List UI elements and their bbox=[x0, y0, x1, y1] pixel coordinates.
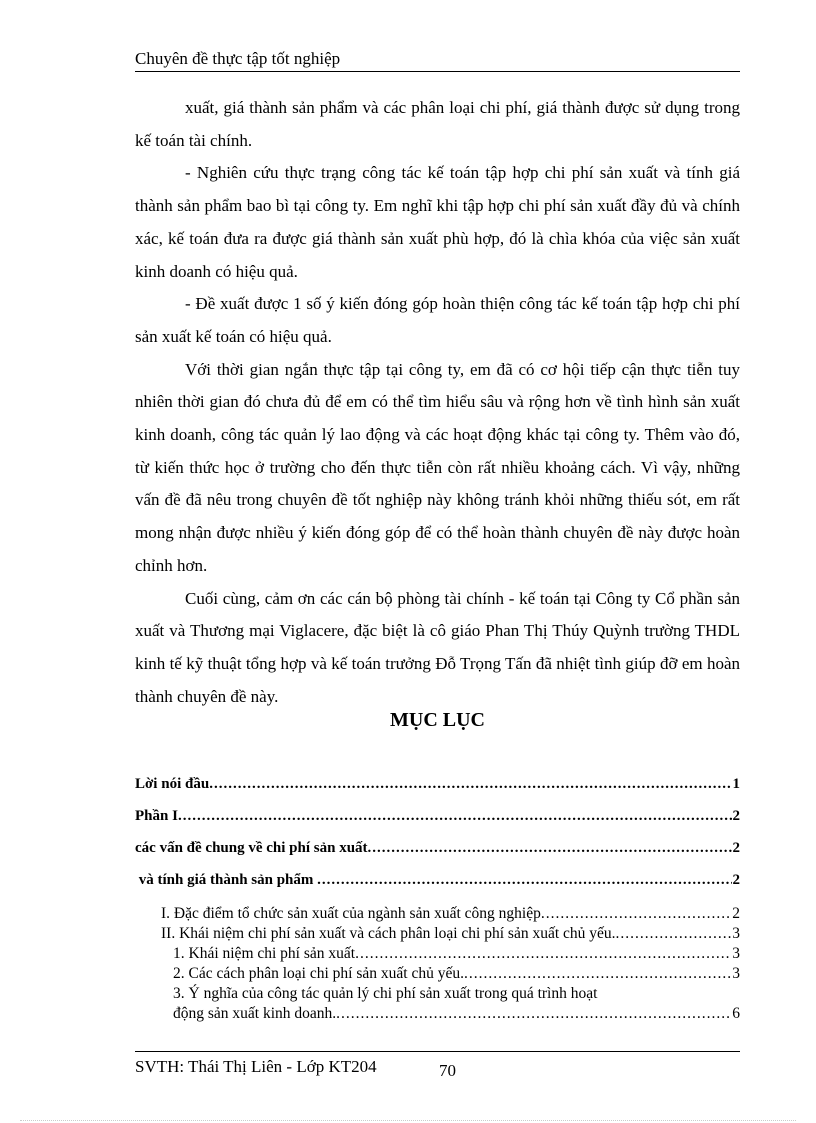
toc-leader-dots bbox=[355, 944, 731, 964]
toc-entry-page: 6 bbox=[732, 1005, 740, 1022]
toc-entry-page: 2 bbox=[732, 808, 740, 824]
toc-entry-text: 3. Ý nghĩa của công tác quản lý chi phí sản xuất trong quá trình hoạt bbox=[173, 985, 598, 1002]
toc-entry-text: các vấn đề chung về chi phí sản xuất bbox=[135, 840, 368, 856]
toc-entry-text: Lời nói đầu bbox=[135, 776, 210, 792]
toc-entry-text: và tính giá thành sản phẩm bbox=[135, 872, 318, 888]
toc-entry-text: động sản xuất kinh doanh. bbox=[173, 1005, 337, 1022]
paragraph: - Nghiên cứu thực trạng công tác kế toán tập hợp chi phí sản xuất và tính giá thành sản phẩm bao bì tại công ty. Em nghĩ khi tập hợp chi phí sản xuất đầy đủ và chính xác, kế toán đưa ra được giá thành sản xuất phù hợp, đó là chìa khóa của việc sản xuất kinh doanh có hiệu quả. bbox=[135, 163, 740, 281]
page-number: 70 bbox=[439, 1061, 456, 1080]
table-of-contents bbox=[135, 768, 740, 1024]
toc-entry[interactable] bbox=[135, 800, 740, 832]
toc-entry-text: 2. Các cách phân loại chi phí sản xuất chủ yếu. bbox=[173, 965, 464, 982]
body-text bbox=[135, 92, 740, 713]
toc-entry-text: II. Khái niệm chi phí sản xuất và cách phân loại chi phí sản xuất chủ yếu. bbox=[161, 925, 616, 942]
toc-entry-page: 1 bbox=[732, 776, 740, 792]
toc-leader-dots bbox=[541, 904, 731, 924]
toc-entry[interactable] bbox=[135, 768, 740, 800]
toc-leader-dots bbox=[209, 768, 731, 800]
page-edge-divider bbox=[20, 1120, 796, 1121]
paragraph: Cuối cùng, cảm ơn các cán bộ phòng tài chính - kế toán tại Công ty Cổ phần sản xuất và Thương mại Viglacere, đặc biệt là cô giáo Phan Thị Thúy Quỳnh trường THDL kinh tế kỹ thuật tổng hợp và kế toán trưởng Đỗ Trọng Tấn đã nhiệt tình giúp đỡ em hoàn thành chuyên đề này. bbox=[135, 588, 740, 706]
toc-entry[interactable] bbox=[135, 864, 740, 896]
toc-entry-text: 1. Khái niệm chi phí sản xuất bbox=[173, 945, 356, 962]
paragraph: Với thời gian ngắn thực tập tại công ty, em đã có cơ hội tiếp cận thực tiễn tuy nhiên thời gian đó chưa đủ để em có thể tìm hiểu sâu và rộng hơn về tình hình sản xuất kinh doanh, công tác quản lý lao động và các hoạt động khác tại công ty. Thêm vào đó, từ kiến thức học ở trường cho đến thực tiễn còn rất nhiều khoảng cách. Vì vậy, những vấn đề đã nêu trong chuyên đề tốt nghiệp này không tránh khỏi những thiếu sót, em rất mong nhận được nhiều ý kiến đóng góp để có thể hoàn thành chuyên đề này được hoàn chỉnh hơn. bbox=[135, 359, 740, 575]
toc-leader-dots bbox=[464, 964, 731, 984]
toc-leader-dots bbox=[616, 924, 732, 944]
toc-entry-page: 2 bbox=[732, 905, 740, 922]
toc-entry[interactable] bbox=[135, 944, 740, 964]
toc-entry[interactable] bbox=[135, 832, 740, 864]
toc-entry-page: 3 bbox=[732, 945, 740, 962]
toc-entry-page: 2 bbox=[732, 872, 740, 888]
toc-entry-page: 3 bbox=[732, 925, 740, 942]
page-header: Chuyên đề thực tập tốt nghiệp bbox=[135, 48, 740, 72]
footer-student: SVTH: Thái Thị Liên - Lớp KT204 bbox=[135, 1057, 377, 1076]
toc-entry-page: 2 bbox=[732, 840, 740, 856]
toc-entry[interactable] bbox=[135, 1004, 740, 1024]
toc-entry-page: 3 bbox=[732, 965, 740, 982]
toc-leader-dots bbox=[317, 864, 731, 896]
paragraph: - Đề xuất được 1 số ý kiến đóng góp hoàn thiện công tác kế toán tập hợp chi phí sản xuất kế toán có hiệu quả. bbox=[135, 294, 740, 346]
toc-leader-dots bbox=[336, 1004, 731, 1024]
toc-entry[interactable] bbox=[135, 904, 740, 924]
toc-entry-text: Phần I bbox=[135, 808, 178, 824]
toc-leader-dots bbox=[178, 800, 732, 832]
toc-entry[interactable] bbox=[135, 964, 740, 984]
toc-entry[interactable] bbox=[135, 924, 740, 944]
toc-leader-dots bbox=[368, 832, 732, 864]
toc-entry-text: I. Đặc điểm tổ chức sản xuất của ngành sản xuất công nghiệp bbox=[161, 905, 541, 922]
paragraph: xuất, giá thành sản phẩm và các phân loại chi phí, giá thành được sử dụng trong kế toán tài chính. bbox=[135, 98, 740, 150]
footer-divider bbox=[135, 1051, 740, 1052]
toc-entry[interactable] bbox=[135, 984, 740, 1004]
toc-title: MỤC LỤC bbox=[390, 709, 485, 731]
